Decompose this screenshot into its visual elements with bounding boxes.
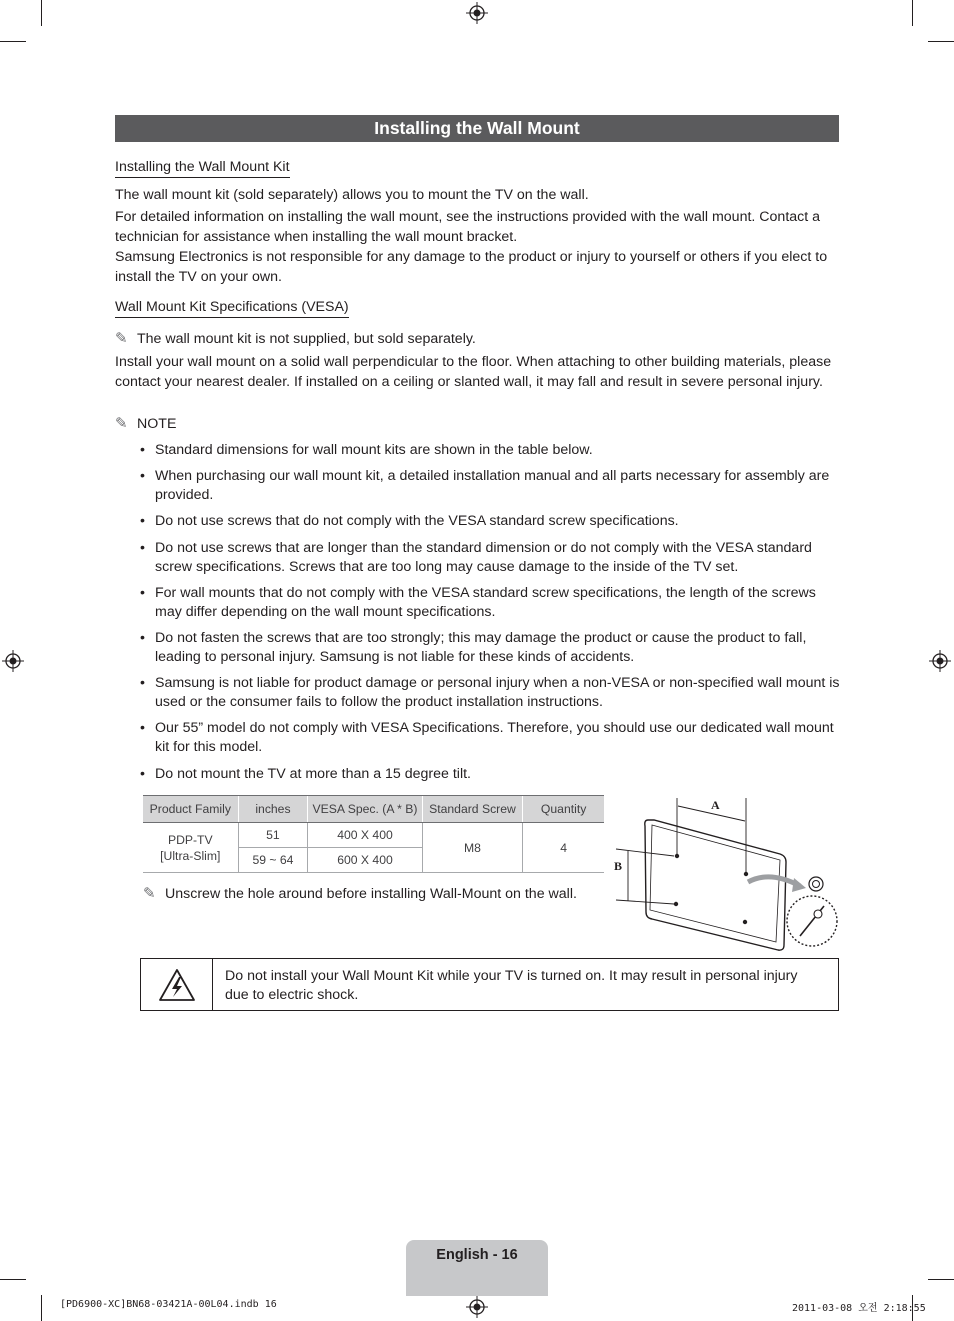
bullet-dot: •: [140, 630, 145, 646]
tv-back-diagram: [610, 790, 842, 955]
print-slug-left: [PD6900-XC]BN68-03421A-00L04.indb 16: [60, 1299, 277, 1310]
inches-cell: 51: [238, 823, 308, 848]
kit-paragraph-2: For detailed information on installing the wall mount, see the instructions provided with the wall mount. Contact a technician for assistance when installing the wall mount bracket.: [115, 209, 821, 245]
page-number: English - 16: [436, 1247, 518, 1263]
vesa-cell: 400 X 400: [308, 823, 422, 848]
list-item: [140, 467, 840, 505]
table-header: VESA Spec. (A * B): [308, 796, 422, 823]
list-item: [140, 674, 840, 712]
note-label: NOTE: [137, 416, 177, 432]
vesa-spec-table: [143, 795, 604, 873]
kit-paragraph-3: Samsung Electronics is not responsible for any damage to the product or injury to yourself or others if you elect to install the TV on your own.: [115, 249, 828, 285]
registration-mark-icon: [2, 650, 24, 672]
list-item: [140, 584, 840, 622]
registration-mark-icon: [929, 650, 951, 672]
list-item-text: Do not use screws that are longer than the standard dimension or do not comply with the VESA standard screw specifications. Screws that are too long may cause damage to the inside of the TV set.: [155, 540, 812, 575]
vesa-note: [115, 329, 476, 349]
unscrew-note: [143, 884, 577, 904]
list-item-text: Do not mount the TV at more than a 15 degree tilt.: [155, 766, 471, 782]
list-item: [140, 512, 840, 531]
bullet-dot: •: [140, 468, 145, 484]
pencil-icon: ✎: [115, 415, 128, 432]
list-item: [140, 539, 840, 577]
table-header: inches: [238, 796, 308, 823]
crop-mark: [928, 1279, 954, 1280]
kit-paragraph-1: The wall mount kit (sold separately) allows you to mount the TV on the wall.: [115, 187, 589, 203]
crop-mark: [41, 0, 42, 26]
vesa-paragraph: Install your wall mount on a solid wall perpendicular to the floor. When attaching to other building materials, please contact your nearest dealer. If installed on a ceiling or slanted wall, it may fall and result in severe personal injury.: [115, 354, 832, 390]
list-item: [140, 765, 840, 784]
pencil-icon: ✎: [115, 330, 128, 347]
page-title: Installing the Wall Mount: [115, 115, 839, 142]
vesa-cell: 600 X 400: [308, 848, 422, 873]
warning-separator: [212, 959, 213, 1010]
crop-mark: [0, 1279, 26, 1280]
crop-mark: [928, 41, 954, 42]
warning-box: [140, 958, 839, 1011]
dimension-a-label: A: [711, 798, 720, 812]
inches-cell: 59 ~ 64: [238, 848, 308, 873]
screw-cell: M8: [422, 823, 523, 873]
warning-text: Do not install your Wall Mount Kit while your TV is turned on. It may result in personal injury due to electric shock.: [225, 968, 798, 1003]
crop-mark: [912, 0, 913, 26]
bullet-dot: •: [140, 720, 145, 736]
vesa-heading: Wall Mount Kit Specifications (VESA): [115, 299, 349, 318]
list-item-text: When purchasing our wall mount kit, a detailed installation manual and all parts necessary for assembly are provided.: [155, 468, 830, 503]
crop-mark: [0, 41, 26, 42]
table-row: [143, 823, 604, 848]
print-slug-right: 2011-03-08 오전 2:18:55: [792, 1303, 926, 1314]
kit-heading: Installing the Wall Mount Kit: [115, 159, 290, 178]
unscrew-note-text: Unscrew the hole around before installing Wall-Mount on the wall.: [165, 886, 577, 902]
electric-shock-warning-icon: [158, 968, 196, 1002]
list-item-text: Our 55” model do not comply with VESA Specifications. Therefore, you should use our dedicated wall mount kit for this model.: [155, 720, 834, 755]
bullet-dot: •: [140, 766, 145, 782]
table-header: Product Family: [143, 796, 238, 823]
list-item-text: Samsung is not liable for product damage or personal injury when a non-VESA or non-specified wall mount is used or the consumer fails to follow the product installation instructions.: [155, 675, 840, 710]
quantity-cell: 4: [523, 823, 604, 873]
registration-mark-icon: [466, 2, 488, 24]
list-item-text: Do not use screws that do not comply with the VESA standard screw specifications.: [155, 513, 679, 529]
registration-mark-icon: [466, 1296, 488, 1318]
pencil-icon: ✎: [143, 885, 156, 902]
list-item: [140, 629, 840, 667]
table-header: Standard Screw: [422, 796, 523, 823]
note-heading: [115, 414, 176, 434]
list-item-text: Do not fasten the screws that are too strongly; this may damage the product or cause the product to fall, leading to personal injury. Samsung is not liable for these kinds of accidents.: [155, 630, 807, 665]
crop-mark: [41, 1295, 42, 1321]
bullet-dot: •: [140, 585, 145, 601]
table-header: Quantity: [523, 796, 604, 823]
list-item-text: For wall mounts that do not comply with the VESA standard screw specifications, the length of the screws may differ depending on the wall mount specifications.: [155, 585, 816, 620]
bullet-dot: •: [140, 513, 145, 529]
list-item: [140, 719, 840, 757]
page-number-tab: [406, 1240, 548, 1296]
bullet-dot: •: [140, 540, 145, 556]
list-item-text: Standard dimensions for wall mount kits are shown in the table below.: [155, 442, 593, 458]
bullet-dot: •: [140, 675, 145, 691]
bullet-dot: •: [140, 442, 145, 458]
list-item: [140, 441, 840, 460]
vesa-note-text: The wall mount kit is not supplied, but sold separately.: [137, 331, 476, 347]
product-family-cell: PDP-TV [Ultra-Slim]: [143, 823, 238, 873]
dimension-b-label: B: [614, 859, 623, 873]
